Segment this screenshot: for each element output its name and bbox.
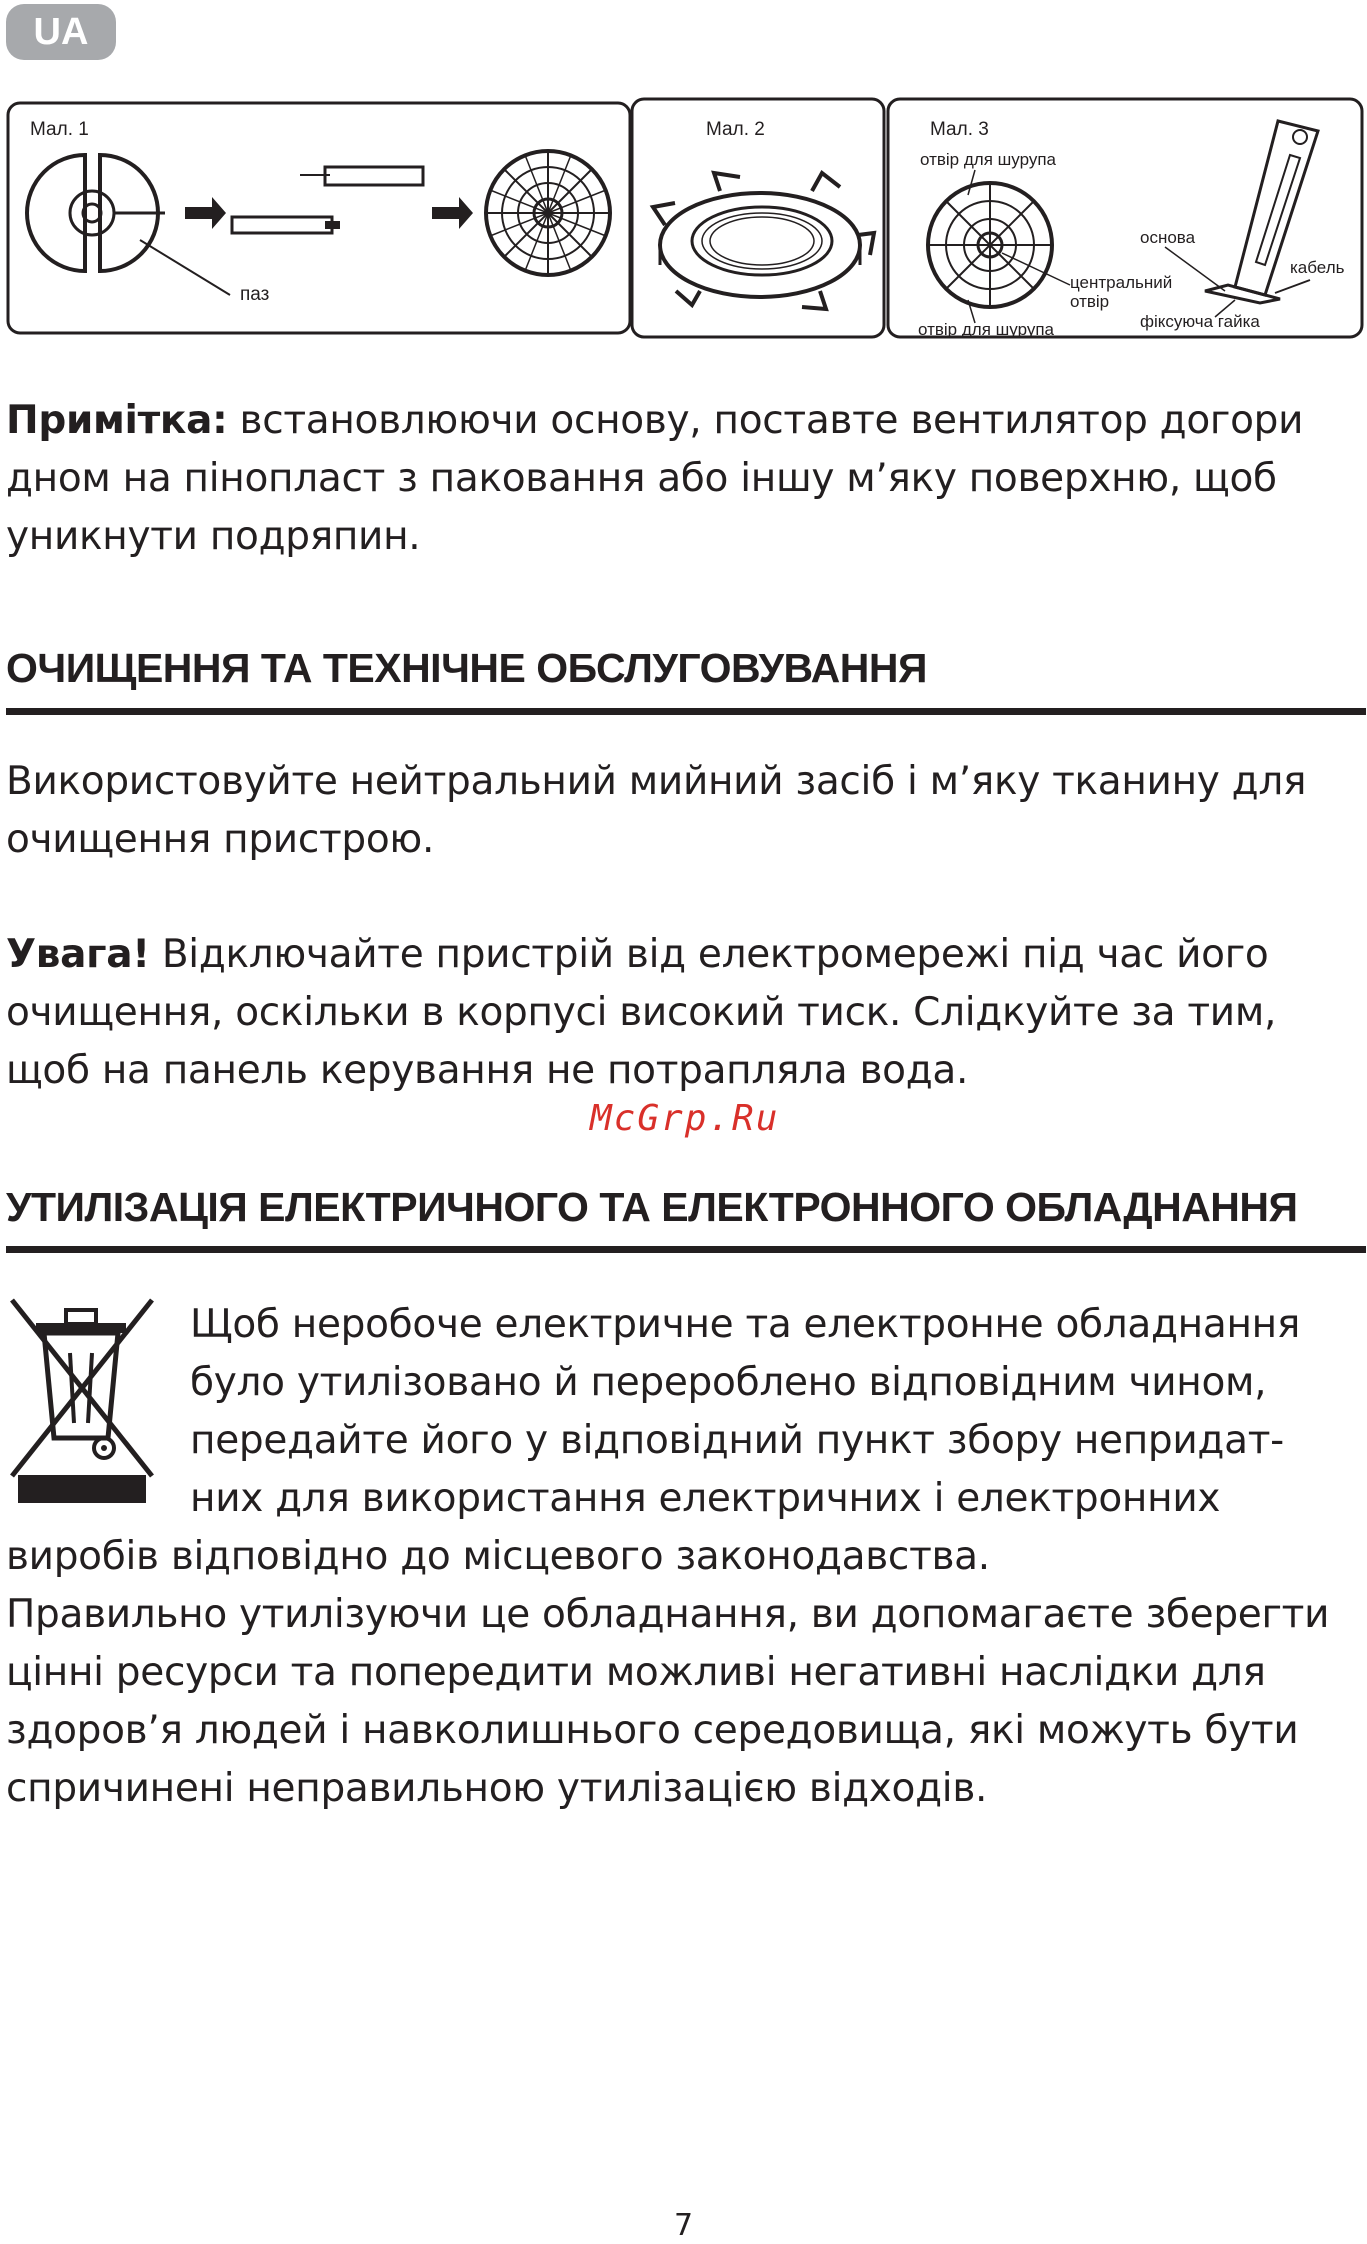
page-number: 7 [673,2208,694,2243]
disposal-intro [190,1296,1360,1528]
disposal-line: них для використання електричних і електронних [190,1476,1221,1521]
warning-paragraph [6,926,1366,1100]
disposal-line: передайте його у відповідний пункт збору непридат- [190,1418,1284,1463]
language-badge: UA [6,4,116,60]
figure-3-title: Мал. 3 [930,119,989,140]
tower-fan-icon [1165,121,1318,317]
center-hole-label-2: отвір [1070,292,1110,311]
figure-2-title: Мал. 2 [706,119,765,140]
screw-hole-label: отвір для шурупа [920,150,1056,169]
center-hole-label: центральний [1070,273,1173,292]
base-grid-icon [928,170,1070,323]
lock-nut-icon [653,173,874,309]
slot-label: паз [240,284,270,305]
note-paragraph [6,392,1366,566]
arrow-right-icon [432,197,473,229]
figure-2 [632,99,884,337]
crossed-out-bin-icon [4,1288,164,1508]
disposal-line: Щоб неробоче електричне та електронне обладнання [190,1302,1301,1347]
disposal-heading: УТИЛІЗАЦІЯ ЕЛЕКТРИЧНОГО ТА ЕЛЕКТРОННОГО ОБЛАДНАННЯ [6,1184,1298,1230]
note-text: встановлюючи основу, поставте вентилятор догори дном на пінопласт з паковання або іншу м’яку поверхню, щоб уникнути подряпин. [6,398,1304,559]
arrow-right-icon [185,197,226,229]
figure-3 [888,99,1362,339]
section-divider [6,1246,1366,1253]
disposal-line: було утилізовано й перероблено відповідним чином, [190,1360,1267,1405]
figure-1 [8,103,630,333]
cleaning-paragraph: Використовуйте нейтральний мийний засіб і м’яку тканину для очищення пристрою. [6,759,1307,862]
base-label: основа [1140,228,1196,247]
base-side-view [325,167,423,185]
watermark: McGrp.Ru [590,1098,780,1139]
assembly-figures [0,95,1367,350]
warning-label: Увага! [6,932,150,977]
base-side-view [232,217,332,233]
disposal-line-full: виробів відповідно до місцевого законодавства. [6,1534,990,1579]
warning-text: Відключайте пристрій від електромережі під час його очищення, оскільки в корпусі високий тиск. Слідкуйте за тим, щоб на панель керування не потрапляла вода. [6,932,1277,1093]
figure-1-title: Мал. 1 [30,119,89,140]
cable-label: кабель [1290,258,1345,277]
base-half-left [27,155,85,271]
disposal-paragraph: Правильно утилізуючи це обладнання, ви допомагаєте зберегти цінні ресурси та попередити можливі негативні наслідки для здоров’я людей і навколишнього середовища, які можуть бути спричинені неправильною утилізацією відходів. [6,1592,1330,1811]
note-label: Примітка: [6,398,228,443]
assembled-base-icon [486,151,610,275]
section-divider [6,708,1366,715]
lock-nut-label: фіксуюча гайка [1140,312,1260,331]
cleaning-heading: ОЧИЩЕННЯ ТА ТЕХНІЧНЕ ОБСЛУГОВУВАННЯ [6,645,927,691]
screw-hole-label-bottom: отвір для шурупа [918,320,1054,339]
